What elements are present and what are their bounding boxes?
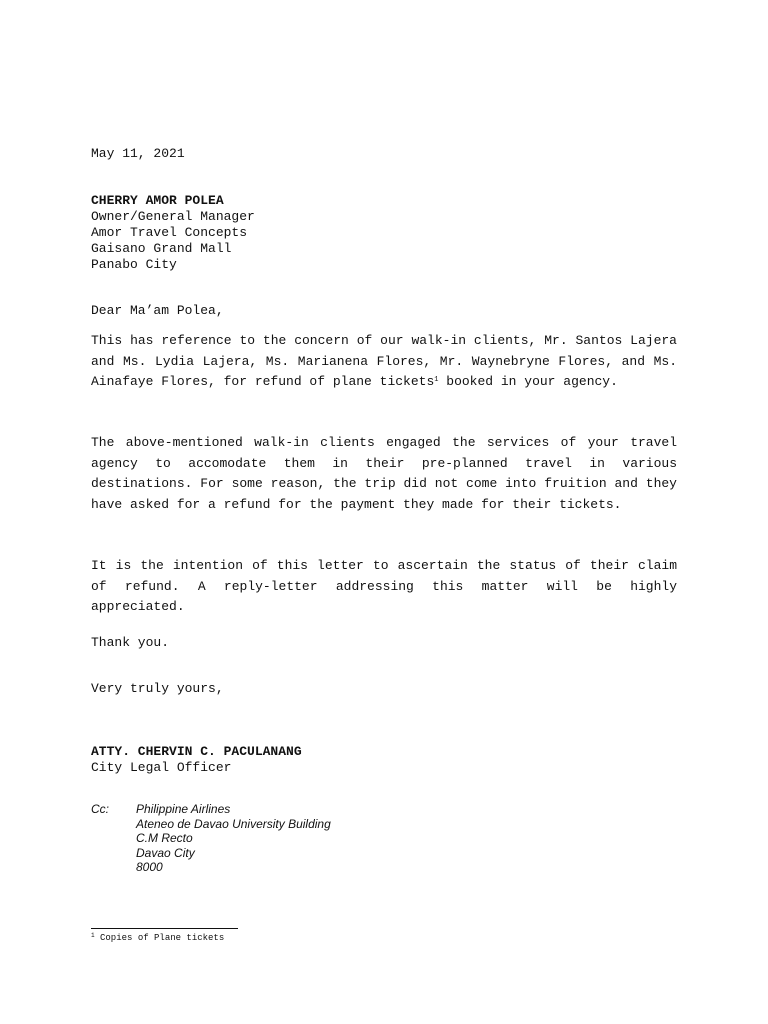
thanks-text: Thank you. <box>91 635 170 650</box>
thanks <box>91 635 677 651</box>
recipient-address-2: Panabo City <box>91 257 177 272</box>
footnote-mark: 1 <box>91 932 95 939</box>
recipient-company: Amor Travel Concepts <box>91 225 248 240</box>
letter-date <box>91 146 677 162</box>
closing <box>91 681 677 697</box>
salutation-text: Dear Ma’am Polea, <box>91 303 224 318</box>
footnote-text: Copies of Plane tickets <box>94 933 225 943</box>
closing-text: Very truly yours, <box>91 681 224 696</box>
date-text: May 11, 2021 <box>91 146 185 161</box>
salutation <box>91 303 677 319</box>
paragraph-1-text: This has reference to the concern of our walk-in clients, Mr. Santos Lajera and Ms. Lydia Lajera, Ms. Marianena Flores, Mr. Waynebryne Flores, and Ms. Ainafaye Flores, for refund of plane tickets <box>91 333 677 389</box>
signatory-name: ATTY. CHERVIN C. PACULANANG <box>91 744 302 759</box>
paragraph-2 <box>91 433 677 515</box>
footnote-divider <box>91 928 238 929</box>
recipient-block <box>91 193 677 273</box>
cc-line: C.M Recto <box>136 831 193 846</box>
footnote <box>91 933 224 943</box>
cc-line: Ateneo de Davao University Building <box>136 816 331 831</box>
cc-label: Cc: <box>91 802 109 816</box>
recipient-title: Owner/General Manager <box>91 209 255 224</box>
footnote-reference: 1 <box>434 376 439 384</box>
paragraph-1-text-end: booked in your agency. <box>438 374 618 389</box>
paragraph-3 <box>91 556 677 618</box>
signatory-block <box>91 744 677 776</box>
signatory-title: City Legal Officer <box>91 760 232 775</box>
paragraph-2-text: The above-mentioned walk-in clients engaged the services of your travel agency to accomodate them in their pre-planned travel in various destinations. For some reason, the trip did not come into fruition and they have asked for a refund for the payment they made for their tickets. <box>91 435 677 512</box>
cc-line: 8000 <box>136 860 163 875</box>
paragraph-3-text: It is the intention of this letter to ascertain the status of their claim of refund. A reply-letter addressing this matter will be highly appreciated. <box>91 558 677 614</box>
cc-block <box>91 802 331 875</box>
cc-line: Davao City <box>136 845 195 860</box>
recipient-name: CHERRY AMOR POLEA <box>91 193 224 208</box>
cc-line: Philippine Airlines <box>136 802 231 816</box>
recipient-address-1: Gaisano Grand Mall <box>91 241 232 256</box>
paragraph-1 <box>91 331 677 393</box>
